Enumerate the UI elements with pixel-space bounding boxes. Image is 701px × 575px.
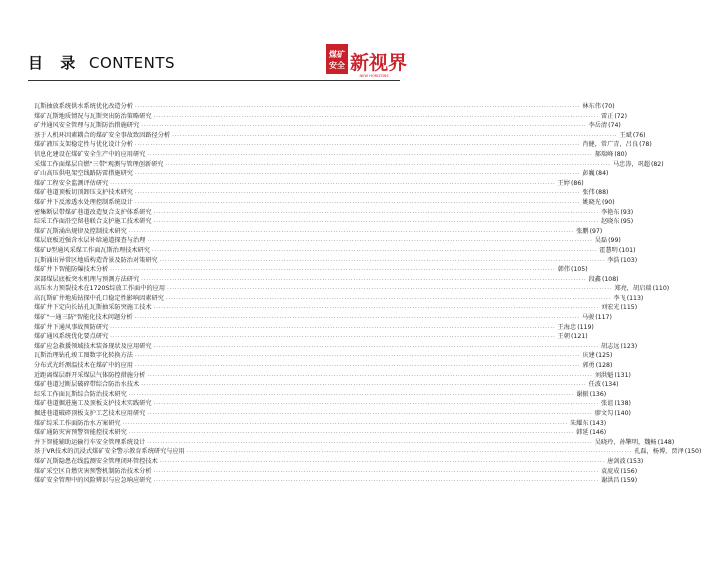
toc-entry-title: 煤层底板近强含水层补给通道探查与治理 xyxy=(34,237,146,245)
toc-entry[interactable] xyxy=(34,303,638,313)
toc-entry-page: (97) xyxy=(589,227,603,235)
dot-leader xyxy=(160,257,605,267)
toc-entry-page: (123) xyxy=(620,342,638,350)
toc-entry-title: 基于人机环因素耦合的煤矿安全事故致因路径分析 xyxy=(34,131,171,139)
toc-entry-title: 煤矿井下反渗透水处理控制系统设计 xyxy=(34,198,133,206)
toc-entry-page: (121) xyxy=(571,333,588,341)
toc-entry-title: 基于VR技术的沉浸式煤矿安全警示教育系统研究与应用 xyxy=(34,448,185,456)
toc-entry-author: 谢振 xyxy=(576,390,589,398)
toc-entry-author: 姚晓光 xyxy=(582,198,601,206)
toc-entry-title: 煤矿"一通三防"智能化技术问题分析 xyxy=(34,314,133,322)
toc-entry[interactable] xyxy=(34,208,634,218)
dot-leader xyxy=(110,266,555,276)
toc-entry-title: 煤矿通风系统优化要点研究 xyxy=(34,333,109,341)
dot-leader xyxy=(154,400,599,410)
toc-entry[interactable] xyxy=(34,246,636,256)
toc-entry-title: 井下智能辅助运输行车安全管理系统设计 xyxy=(34,438,146,446)
toc-entry-title: 瓦斯治理钻孔竣工图数字化转换方法 xyxy=(34,352,133,360)
toc-entry-author: 彭巍 xyxy=(582,170,595,178)
toc-entry[interactable] xyxy=(34,332,588,342)
toc-entry-page: (84) xyxy=(595,170,609,178)
toc-title-cn: 目 录 xyxy=(28,54,82,72)
toc-entry-title: 近距离煤层群开采煤层气体防控措施分析 xyxy=(34,371,146,379)
toc-entry-title: 煤矿安全管理中的风险辨识与应急响应研究 xyxy=(34,477,152,485)
toc-entry[interactable] xyxy=(34,275,619,285)
toc-entry[interactable] xyxy=(34,409,631,419)
toc-entry[interactable] xyxy=(34,112,628,122)
dot-leader xyxy=(135,352,580,362)
dot-leader xyxy=(135,199,580,209)
toc-entry-title: 密集断层带煤矿巷道改造复合支护体系研究 xyxy=(34,208,152,216)
dot-leader xyxy=(135,103,580,113)
dot-leader xyxy=(165,161,610,171)
toc-entry-title: 煤矿工程安全监测评估研究 xyxy=(34,179,109,187)
toc-entry[interactable] xyxy=(34,169,609,179)
toc-entry[interactable] xyxy=(34,131,646,141)
magazine-logo xyxy=(326,38,408,78)
toc-entry-author: 霍慧明 xyxy=(599,246,618,254)
toc-entry-author: 张伟 xyxy=(582,189,595,197)
toc-entry-author: 李浩 xyxy=(607,256,620,264)
toc-header xyxy=(28,46,408,78)
logo-sub-text: NEW HORIZONS xyxy=(359,74,389,78)
toc-entry-title: 煤矿瓦斯地质情况与瓦斯突出防治策略研究 xyxy=(34,112,152,120)
toc-entry-author: 林东伟 xyxy=(582,103,601,110)
toc-entry-author: 韩伟 xyxy=(557,266,570,274)
toc-entry-author: 唐剑波 xyxy=(607,457,626,465)
toc-entry[interactable] xyxy=(34,476,638,486)
toc-entry-author: 李飞 xyxy=(613,294,626,302)
toc-entry[interactable] xyxy=(34,160,664,170)
toc-entry[interactable] xyxy=(34,236,621,246)
toc-entry[interactable] xyxy=(34,361,613,371)
toc-entry-title: 煤矿井下智能防爆技术分析 xyxy=(34,266,109,274)
toc-entry-title: 煤矿综采工作面防治水方案研究 xyxy=(34,419,121,427)
toc-entry-page: (80) xyxy=(614,150,628,158)
toc-entry-page: (159) xyxy=(620,477,638,485)
toc-entry[interactable] xyxy=(34,371,631,381)
dot-leader xyxy=(160,458,605,468)
dot-leader xyxy=(154,477,599,487)
toc-entry[interactable] xyxy=(34,351,613,361)
toc-entry-page: (117) xyxy=(595,314,612,322)
toc-entry-page: (143) xyxy=(589,419,607,427)
toc-entry[interactable] xyxy=(34,227,603,237)
toc-entry-author: 雷正 xyxy=(600,112,614,120)
toc-entry-page: (101) xyxy=(618,246,636,254)
toc-entry-author: 韩延 xyxy=(576,429,589,437)
toc-entry[interactable] xyxy=(34,102,615,112)
toc-entry-title: 深部煤层底板突水机理与预测方法研究 xyxy=(34,275,140,283)
dot-leader xyxy=(154,209,599,219)
toc-entry-author: 李艳东 xyxy=(600,208,620,216)
toc-entry-author: 肖健，常广青，吕良 xyxy=(582,141,639,149)
toc-entry-page: (93) xyxy=(620,208,634,216)
toc-entry[interactable] xyxy=(34,294,644,304)
toc-entry-page: (140) xyxy=(614,410,631,417)
toc-entry-title: 煤矿巷道掘进施工及顶板支护技术实践研究 xyxy=(34,400,152,408)
toc-entry-page: (150) xyxy=(684,448,701,456)
toc-entry[interactable] xyxy=(34,121,621,131)
toc-entry-title: 煤矿液压支架稳定性与优化设计分析 xyxy=(34,141,133,149)
dot-leader xyxy=(147,151,592,161)
toc-entry[interactable] xyxy=(34,438,675,448)
toc-entry-title: 煤矿瓦斯涌出规律及控制技术研究 xyxy=(34,227,127,235)
toc-entry-author: 庆建 xyxy=(582,352,595,360)
toc-entry[interactable] xyxy=(34,140,652,150)
toc-entry-title: 矿井通风安全管理与瓦斯防治措施研究 xyxy=(34,122,140,130)
dot-leader xyxy=(147,410,592,420)
dot-leader xyxy=(123,420,568,430)
toc-entry-author: 吴晓玲，孙擎明，魏畅 xyxy=(594,438,657,446)
logo-main-text: 新视界 xyxy=(350,52,408,74)
toc-entry-page: (153) xyxy=(626,457,644,465)
toc-entry-page: (72) xyxy=(614,112,628,120)
toc-entry-author: 刘宏光 xyxy=(600,304,620,312)
toc-entry[interactable] xyxy=(34,150,628,160)
toc-entry-page: (105) xyxy=(571,266,588,274)
toc-entry-title: 高压水力预裂技术在1720S综放工作面中的应用 xyxy=(34,285,166,293)
toc-entry-title: 综采工作面沿空留巷联合支护施工技术研究 xyxy=(34,218,152,226)
toc-entry-page: (119) xyxy=(577,323,594,331)
dot-leader xyxy=(154,218,599,228)
toc-entry-page: (86) xyxy=(571,179,584,187)
toc-entry-title: 煤矿巷道过断层破碎带综合防治水技术 xyxy=(34,381,140,389)
toc-entry-author: 张鹏 xyxy=(576,227,589,235)
toc-entry-author: 吴磊 xyxy=(594,237,608,245)
dot-leader xyxy=(135,362,580,372)
toc-entry-author: 张谊 xyxy=(600,400,614,408)
toc-list xyxy=(34,102,701,486)
dot-leader xyxy=(129,228,574,238)
toc-entry-title: 煤矿U型通风采煤工作面瓦斯治理技术研究 xyxy=(34,246,150,254)
toc-entry-page: (76) xyxy=(632,131,646,139)
toc-entry-page: (136) xyxy=(589,390,607,398)
dot-leader xyxy=(172,132,617,142)
toc-entry[interactable] xyxy=(34,188,609,198)
dot-leader xyxy=(147,372,592,382)
dot-leader xyxy=(135,170,580,180)
dot-leader xyxy=(110,180,555,190)
toc-entry-title: 高瓦斯矿井地质钻探中孔口稳定性影响因素研究 xyxy=(34,294,164,302)
toc-entry-author: 郑亮，胡启瑞 xyxy=(614,285,652,293)
toc-entry-author: 胡志远 xyxy=(600,342,620,350)
toc-entry[interactable] xyxy=(34,313,612,323)
toc-entry[interactable] xyxy=(34,342,638,352)
toc-entry-title: 分布式光纤测温技术在煤矿中的应用 xyxy=(34,362,133,370)
toc-entry-title: 煤矿应急救援领域技术装备现状及应用研究 xyxy=(34,342,152,350)
dot-leader xyxy=(141,276,586,286)
toc-entry-page: (82) xyxy=(650,160,664,168)
toc-entry-author: 朱耀东 xyxy=(570,419,589,427)
toc-entry-title: 煤矿巷道顶板切顶卸压支护技术研究 xyxy=(34,189,133,197)
toc-entry-title: 综采工作面瓦斯综合防治技术研究 xyxy=(34,390,127,398)
toc-entry-title: 煤矿通防灾害预警智能控技术研究 xyxy=(34,429,127,437)
toc-entry-title: 煤矿井下通风事故预防研究 xyxy=(34,323,109,331)
toc-entry-page: (146) xyxy=(589,429,607,437)
toc-entry-author: 王斌 xyxy=(619,131,632,139)
dot-leader xyxy=(129,391,574,401)
toc-entry-author: 王朝 xyxy=(557,333,570,341)
toc-entry[interactable] xyxy=(34,457,644,467)
toc-entry-author: 郭勇 xyxy=(582,362,595,370)
dot-leader xyxy=(110,333,555,343)
dot-leader xyxy=(135,314,580,324)
toc-entry-page: (148) xyxy=(657,438,675,446)
toc-entry-author: 李岳清 xyxy=(588,122,608,130)
toc-entry-page: (131) xyxy=(614,371,631,379)
toc-entry-author: 刘洪魁 xyxy=(594,371,614,379)
toc-entry-page: (90) xyxy=(601,198,615,206)
toc-title-en: CONTENTS xyxy=(89,54,176,72)
toc-entry-title: 瓦斯抽放系统供水系统优化改造分析 xyxy=(34,103,133,110)
toc-entry-page: (115) xyxy=(620,304,638,312)
toc-entry-page: (128) xyxy=(595,362,613,370)
toc-entry-title: 信息化建设在煤矿安全生产中的应用研究 xyxy=(34,150,146,158)
toc-entry-author: 廖文勾 xyxy=(594,410,614,417)
toc-entry-page: (156) xyxy=(620,467,638,475)
toc-entry-page: (78) xyxy=(639,141,652,149)
toc-entry-title: 煤矿井下定向长钻孔瓦斯抽采防突施工技术 xyxy=(34,304,152,312)
toc-entry-author: 马忠涛，巩超 xyxy=(612,160,650,168)
dot-leader xyxy=(129,429,574,439)
toc-entry[interactable] xyxy=(34,179,584,189)
toc-entry[interactable] xyxy=(34,467,638,477)
logo-small-1: 煤矿 xyxy=(329,50,345,59)
toc-entry-title: 采煤工作面煤层自燃"三带"观测与管理创新研究 xyxy=(34,160,164,168)
dot-leader xyxy=(110,324,555,334)
toc-entry-author: 王婷 xyxy=(557,179,570,187)
toc-entry-author: 郝瑞峰 xyxy=(594,150,614,158)
toc-entry[interactable] xyxy=(34,323,594,333)
dot-leader xyxy=(167,285,612,295)
toc-entry-author: 袁庞成 xyxy=(600,467,620,475)
toc-entry-page: (70) xyxy=(601,103,615,110)
dot-leader xyxy=(147,439,592,449)
toc-entry[interactable] xyxy=(34,419,607,429)
toc-entry-title: 煤矿采空区自燃灾害预警机制防治技术分析 xyxy=(34,467,152,475)
toc-entry-title: 瓦斯涌出异常区地质构造背景及防治对策研究 xyxy=(34,256,158,264)
logo-small-2: 安全 xyxy=(329,61,345,70)
toc-entry-page: (99) xyxy=(608,237,621,245)
toc-entry-page: (74) xyxy=(608,122,621,130)
dot-leader xyxy=(141,381,586,391)
toc-entry-title: 矿山高压供电架空线路防雷措施研究 xyxy=(34,170,133,178)
toc-entry-page: (138) xyxy=(614,400,631,408)
toc-entry-author: 任波 xyxy=(588,381,601,389)
toc-entry-author: 王海忠 xyxy=(557,323,577,331)
toc-entry-page: (103) xyxy=(620,256,638,264)
toc-entry[interactable] xyxy=(34,284,670,294)
toc-entry[interactable] xyxy=(34,217,634,227)
dot-leader xyxy=(154,113,599,123)
dot-leader xyxy=(152,247,597,257)
dot-leader xyxy=(135,189,580,199)
toc-title xyxy=(28,52,175,73)
toc-entry-author: 谢洪昌 xyxy=(600,477,620,485)
dot-leader xyxy=(154,304,599,314)
toc-entry[interactable] xyxy=(34,399,631,409)
toc-entry-author: 孔磊，杨博，贾泽 xyxy=(634,448,684,456)
toc-entry[interactable] xyxy=(34,428,607,438)
toc-entry-title: 煤矿瓦斯隐患在线监测安全管理闭环管控技术 xyxy=(34,457,158,465)
toc-entry-author: 马骏 xyxy=(581,314,595,322)
toc-entry-author: 赵晓东 xyxy=(600,218,620,226)
dot-leader xyxy=(147,237,592,247)
toc-entry-page: (134) xyxy=(601,381,619,389)
toc-entry[interactable] xyxy=(34,447,701,457)
toc-entry[interactable] xyxy=(34,198,615,208)
dot-leader xyxy=(154,468,599,478)
toc-entry-title: 掘进巷道破碎顶板支护工艺技术应用研究 xyxy=(34,410,146,417)
dot-leader xyxy=(166,295,611,305)
toc-entry[interactable] xyxy=(34,390,607,400)
dot-leader xyxy=(141,122,586,132)
dot-leader xyxy=(135,141,580,151)
toc-entry-page: (95) xyxy=(620,218,634,226)
toc-entry-page: (125) xyxy=(595,352,613,360)
dot-leader xyxy=(154,343,599,353)
toc-entry-page: (113) xyxy=(626,294,644,302)
toc-entry-page: (88) xyxy=(595,189,609,197)
toc-entry-author: 段鑫 xyxy=(588,275,601,283)
dot-leader xyxy=(187,448,632,458)
header-divider xyxy=(28,80,400,81)
toc-entry-page: (110) xyxy=(652,285,670,293)
toc-entry[interactable] xyxy=(34,265,588,275)
toc-entry-page: (108) xyxy=(601,275,619,283)
toc-entry[interactable] xyxy=(34,256,638,266)
toc-entry[interactable] xyxy=(34,380,619,390)
